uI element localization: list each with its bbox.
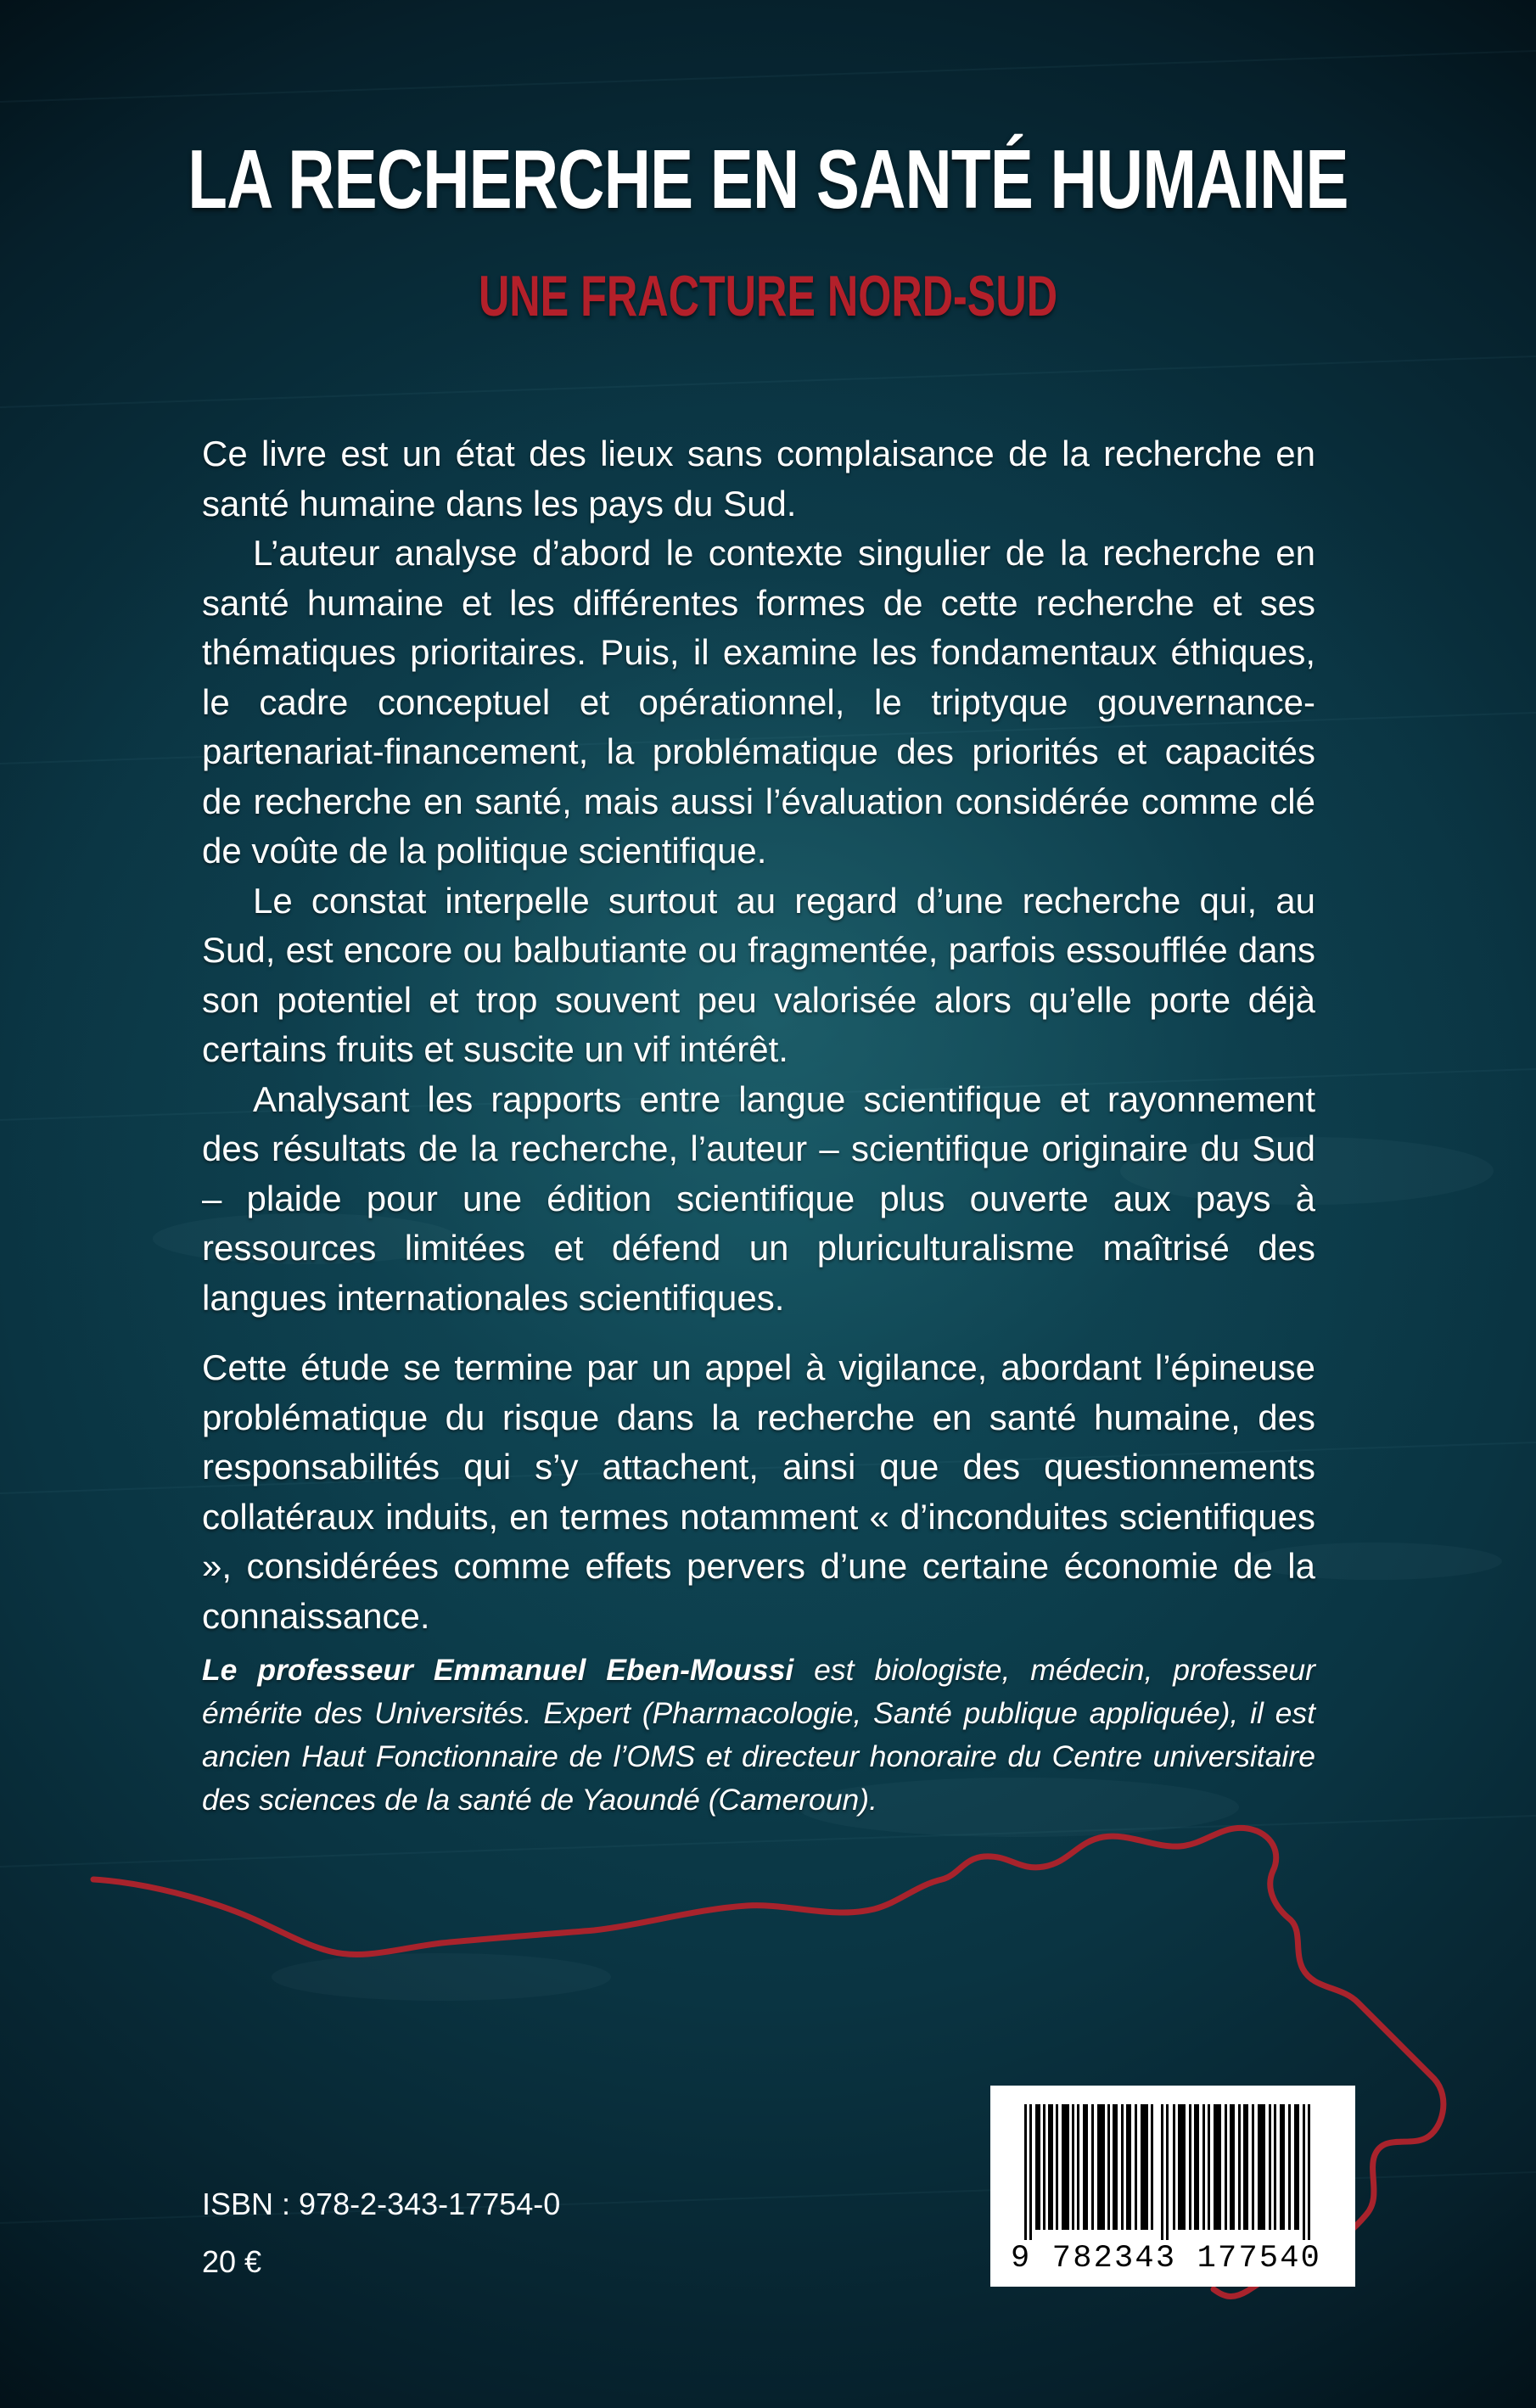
closing-text [202,1343,1315,1641]
summary-paragraph: Le constat interpelle surtout au regard d’une recherche qui, au Sud, est encore ou balbutiante ou fragmentée, parfois essoufflée dans son potentiel et trop souvent peu valorisée alors qu’elle porte déjà certains fruits et suscite un vif intérêt. [202,880,1315,1069]
book-subtitle: UNE FRACTURE NORD-SUD [478,264,1058,328]
book-title: LA RECHERCHE EN SANTÉ HUMAINE [188,132,1348,226]
price-label: 20 € [202,2244,262,2279]
isbn-label: ISBN : 978-2-343-17754-0 [202,2187,561,2221]
summary-paragraph: Analysant les rapports entre langue scientifique et rayonnement des résultats de la recherche, l’auteur – scientifique originaire du Sud – plaide pour une édition scientifique plus ouverte aux pays à ressources limitées et défend un pluriculturalisme maîtrisé des langues internationales scientifiques. [202,1078,1315,1318]
author-name: Le professeur Emmanuel Eben-Moussi [202,1653,794,1687]
barcode [990,2086,1355,2287]
summary-text [202,429,1315,1323]
barcode-digits: 9 782343 177540 [1011,2241,1322,2276]
closing-paragraph: Cette étude se termine par un appel à vigilance, abordant l’épineuse problématique du risque dans la recherche en santé humaine, des responsabilités qui s’y attachent, ainsi que des questionnements collatéraux induits, en termes notamment « d’inconduites scientifiques », considérées comme effets pervers d’une certaine économie de la connaissance. [202,1347,1315,1636]
summary-paragraph: L’auteur analyse d’abord le contexte singulier de la recherche en santé humaine et les différentes formes de cette recherche et ses thématiques prioritaires. Puis, il examine les fondamentaux éthiques, le cadre conceptuel et opérationnel, le triptyque gouvernance-partenariat-financement, la problématique des priorités et capacités de recherche en santé, mais aussi l’évaluation considérée comme clé de voûte de la politique scientifique. [202,533,1315,871]
summary-paragraph: Ce livre est un état des lieux sans complaisance de la recherche en santé humaine dans les pays du Sud. [202,434,1315,524]
author-bio [202,1649,1315,1822]
barcode-bars [1007,2104,1338,2240]
author-bio-text: est biologiste, médecin, professeur émérite des Universités. Expert (Pharmacologie, Santé publique appliquée), il est ancien Haut Fonctionnaire de l’OMS et directeur honoraire du Centre universitaire des sciences de la santé de Yaoundé (Cameroun). [202,1653,1315,1817]
